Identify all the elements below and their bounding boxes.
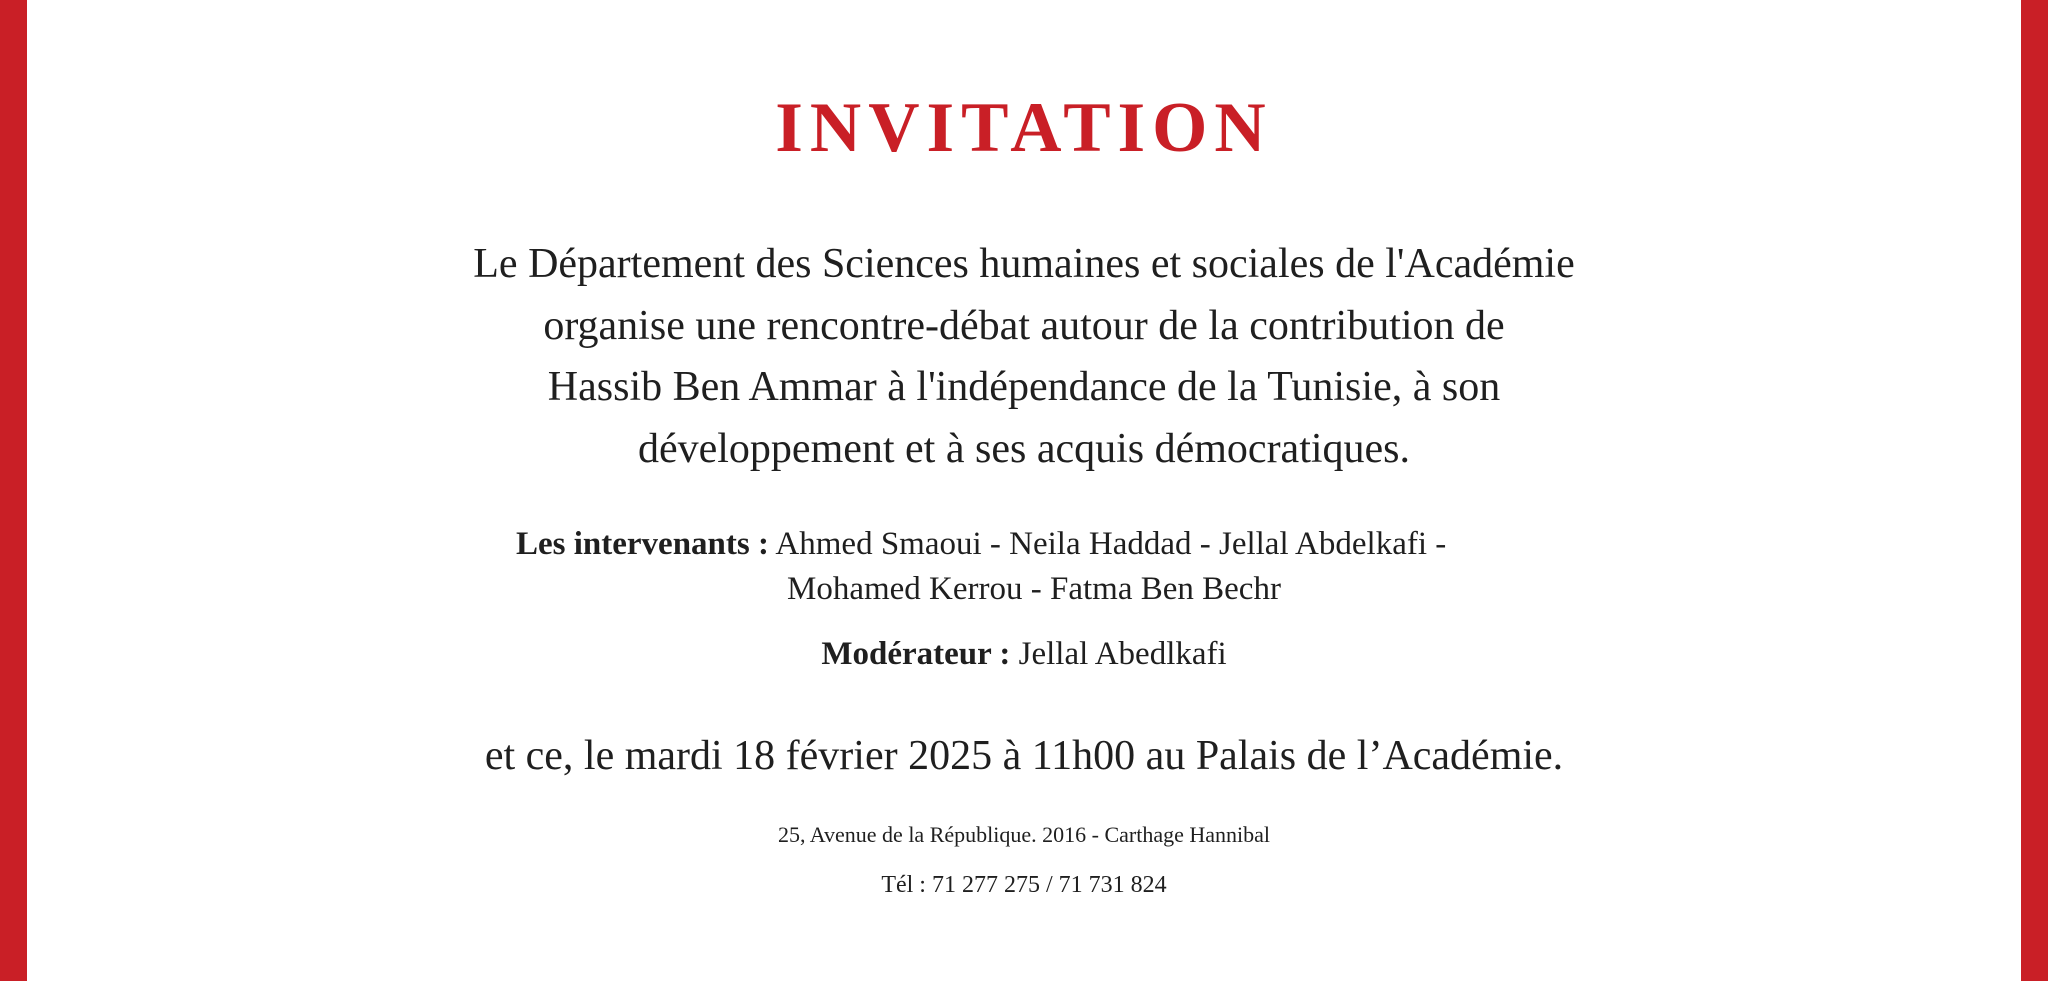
intro-line: Hassib Ben Ammar à l'indépendance de la Tunisie, à son (547, 364, 1501, 410)
intro-line: développement et à ses acquis démocratiques. (637, 425, 1411, 472)
address-line: 25, Avenue de la République. 2016 - Carthage Hannibal (777, 822, 1270, 847)
moderator-line (0, 632, 2048, 677)
event-date-line: et ce, le mardi 18 février 2025 à 11h00 au Palais de l’Académie. (484, 733, 1564, 779)
phone-line: Tél : 71 277 275 / 71 731 824 (881, 872, 1167, 898)
invitation-intro (374, 234, 1674, 480)
speakers-names-2: Mohamed Kerrou - Fatma Ben Bechr (787, 571, 1281, 607)
intro-line: organise une rencontre-débat autour de la contribution de (543, 302, 1505, 349)
intro-line: Le Département des Sciences humaines et sociales de l'Académie (473, 241, 1575, 287)
invitation-title: INVITATION (775, 89, 1273, 167)
speakers-line-1 (516, 522, 1446, 567)
moderator-label: Modérateur : (821, 636, 1011, 672)
speakers-label: Les intervenants : (516, 526, 769, 562)
speakers-line-2 (787, 567, 1281, 612)
speakers-names-1: Ahmed Smaoui - Neila Haddad - Jellal Abdelkafi - (775, 526, 1447, 562)
moderator-name: Jellal Abedlkafi (1018, 636, 1227, 672)
